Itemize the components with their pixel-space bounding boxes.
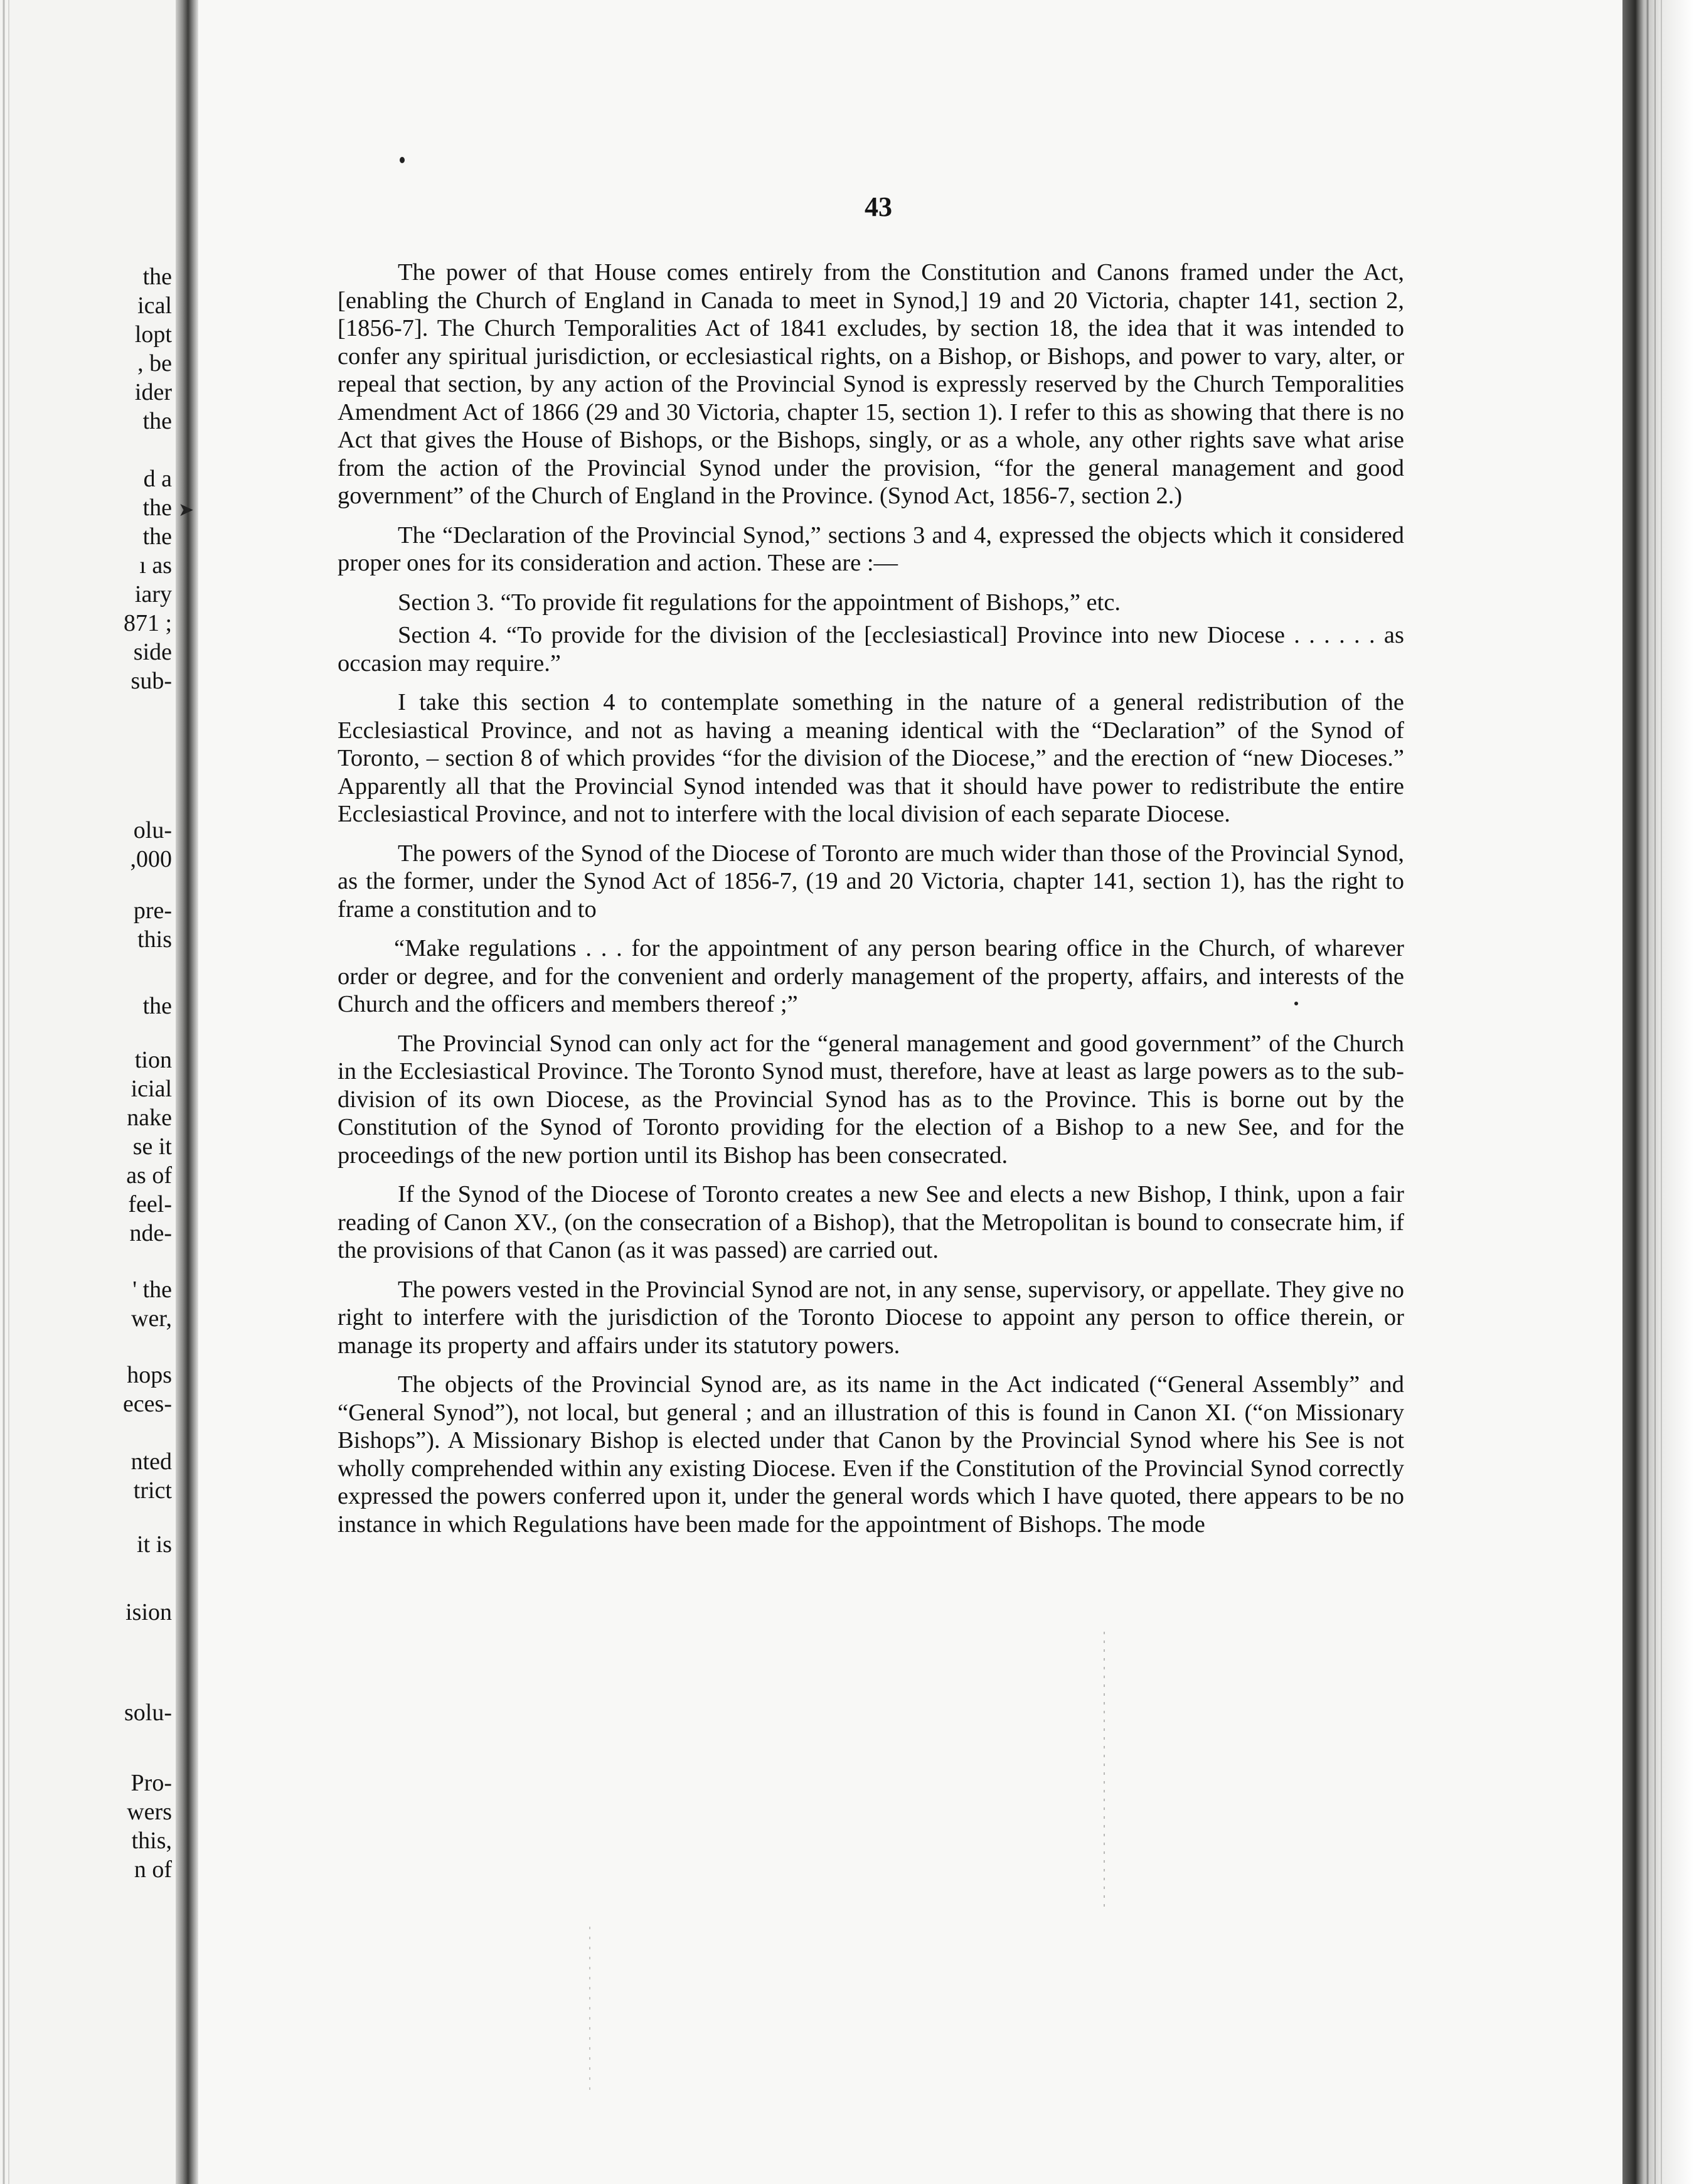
left-page-fragment: the [142,264,172,290]
left-page-fragment: this, [131,1828,172,1854]
left-page-fragment: as of [126,1162,172,1189]
left-page-fragment: ' the [132,1277,172,1303]
left-page-fragment: wers [127,1799,172,1825]
left-page-fragment: lopt [134,321,172,348]
left-page-fragment: trict [133,1477,172,1504]
paragraph: The powers of the Synod of the Diocese of Toronto are much wider than those of the Provincial Synod, as the former, under the Synod Act of 1856-7, (19 and 20 Victoria, chapter 141, section 1), has the right to frame a constitution and to [338,840,1404,923]
left-page-fragment: ider [134,379,172,405]
stray-ink-dot [400,157,405,163]
left-page-fragment: ı as [139,552,172,579]
paragraph: The powers vested in the Provincial Synod are not, in any sense, supervisory, or appellate. They give no right to interfere with the jurisdiction of the Toronto Diocese to appoint any person to office therein, or manage its property and affairs under its statutory powers. [338,1276,1404,1359]
left-page-fragment: feel- [128,1191,172,1218]
page-number: 43 [865,191,892,222]
left-page-fragment: d a [143,466,172,492]
left-page-fragment: the [142,523,172,550]
left-page-fragment: this [137,926,172,953]
section-quote: Section 4. “To provide for the division of the [ecclesiastical] Province into new Diocese . . . . . . as occasion may require.” [338,622,1404,677]
left-page-fragment: icial [131,1076,172,1102]
left-page-fragment: wer, [131,1305,172,1332]
left-page-fragment: tion [134,1047,172,1073]
binding-gutter [176,0,198,2184]
left-page-fragment: ,000 [130,846,172,872]
left-page-fragment: pre- [133,897,172,924]
left-facing-page [0,0,176,2184]
left-page-fragment: iary [134,581,172,608]
left-page-fragment: 871 ; [123,610,172,636]
left-page-fragment: sub- [131,668,172,694]
paragraph: The “Declaration of the Provincial Synod,” sections 3 and 4, expressed the objects which it considered proper ones for its consideration and action. These are :— [338,522,1404,576]
left-page-fragment: side [133,639,172,665]
left-page-fragment: ical [137,292,172,319]
left-page-fragment: nted [131,1448,172,1475]
left-page-fragment: , be [137,350,172,377]
paragraph: The power of that House comes entirely from the Constitution and Canons framed under the Act, [enabling the Church of England in Canada to meet in Synod,] 19 and 20 Victoria, chapter 141, section 2, [1856-7]. The Church Temporalities Act of 1841 excludes, by section 18, the idea that it was intended to confer any spiritual jurisdiction, or ecclesiastical rights, on a Bishop, or Bishops, and power to vary, alter, or repeal that section, by any action of the Provincial Synod is expressly reserved by the Church Temporalities Amendment Act of 1866 (29 and 30 Victoria, chapter 15, section 1). I refer to this as showing that there is no Act that gives the House of Bishops, or the Bishops, singly, or as a whole, any other rights save what arise from the action of the Provincial Synod under the provision, “for the general management and good government” of the Church of England in the Province. (Synod Act, 1856-7, section 2.) [338,259,1404,509]
left-page-fragment: se it [132,1133,172,1160]
left-page-fragment: the [142,993,172,1019]
gutter-arrow-mark: ➤ [178,500,194,520]
left-page-fragment: ision [125,1599,172,1625]
left-page-fragment: Pro- [131,1770,172,1796]
left-page-fragment: hops [127,1362,172,1388]
left-page-fragment: the [142,495,172,521]
left-page-fragment: the [142,408,172,434]
paragraph: The Provincial Synod can only act for the “general management and good government” of the Church in the Ecclesiastical Province. The Toronto Synod must, therefore, have at least as large powers as to the sub-division of its own Diocese, as the Provincial Synod has as to the Province. This is borne out by the Constitution of the Synod of Toronto providing for the election of a Bishop to a new See, and for the proceedings of the new portion until its Bishop has been consecrated. [338,1030,1404,1169]
left-page-fragment: olu- [133,817,172,843]
section-quote: Section 3. “To provide fit regulations for the appointment of Bishops,” etc. [398,589,1121,616]
right-page-edge-lines [1622,0,1694,2184]
left-page-fragment: nde- [129,1220,172,1246]
paragraph: I take this section 4 to contemplate something in the nature of a general redistribution of the Ecclesiastical Province, and not as having a meaning identical with the “Declaration” of the Synod of Toronto, – section 8 of which provides “for the division of the Diocese,” and the erection of “new Dioceses.” Apparently all that the Provincial Synod intended was that it should have power to redistribute the entire Ecclesiastical Province, and not to interfere with the local division of each separate Diocese. [338,689,1404,827]
body-text [338,259,1404,1543]
block-quote: “Make regulations . . . for the appointment of any person bearing office in the Church, of wharever order or degree, and for the convenient and orderly management of the property, affairs, and interests of the Church and the officers and members thereof ;” [338,935,1404,1017]
paragraph: The objects of the Provincial Synod are, as its name in the Act indicated (“General Assembly” and “General Synod”), not local, but general ; and an illustration of this is found in Canon XI. (“on Missionary Bishops”). A Missionary Bishop is elected under that Canon by the Provincial Synod where his See is not wholly comprehended within any existing Diocese. Even if the Constitution of the Provincial Synod correctly expressed the powers conferred upon it, under the general words which I have quoted, there appears to be no instance in which Regulations have been made for the appointment of Bishops. The mode [338,1371,1404,1538]
left-page-fragment: nake [127,1105,172,1131]
left-page-fragment: it is [137,1531,172,1558]
left-page-fragment: eces- [122,1391,172,1417]
left-page-fragment: solu- [124,1700,172,1726]
left-page-fragment: n of [134,1856,172,1883]
paragraph: If the Synod of the Diocese of Toronto creates a new See and elects a new Bishop, I think, upon a fair reading of Canon XV., (on the consecration of a Bishop), that the Metropolitan is bound to consecrate him, if the provisions of that Canon (as it was passed) are carried out. [338,1181,1404,1263]
